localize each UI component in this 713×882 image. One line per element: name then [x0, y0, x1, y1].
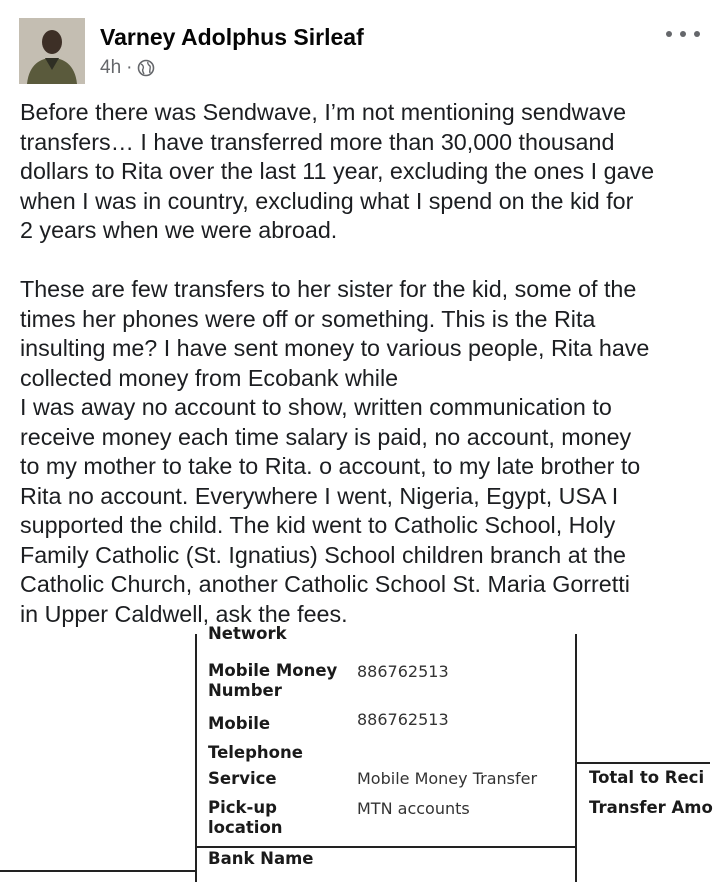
receipt-label-line: Pick-up — [208, 798, 277, 817]
menu-dot — [680, 31, 686, 37]
post-paragraph — [20, 275, 706, 629]
table-border — [575, 634, 577, 882]
receipt-right-label: Transfer Amo — [589, 798, 713, 817]
avatar-photo — [19, 18, 85, 84]
table-border — [195, 846, 577, 848]
post-line: Rita no account. Everywhere I went, Nigeria, Egypt, USA I — [20, 482, 619, 509]
post-line: transfers… I have transferred more than 30,000 thousand — [20, 128, 615, 155]
post-line: 2 years when we were abroad. — [20, 217, 338, 243]
post-line: receive money each time salary is paid, no account, money — [20, 423, 632, 450]
meta-separator: · — [126, 57, 133, 78]
post-line: I was away no account to show, written communication to — [20, 394, 612, 420]
post-meta — [100, 57, 155, 79]
post-header — [0, 0, 710, 92]
receipt-value: 886762513 — [357, 662, 449, 681]
receipt-label-line: location — [208, 818, 283, 837]
receipt-label — [208, 709, 303, 767]
receipt-label-line: Mobile — [208, 714, 271, 733]
receipt-right-label: Total to Reci — [589, 768, 705, 787]
post-line: Catholic Church, another Catholic School St. Maria Gorretti — [20, 571, 630, 597]
receipt-label — [208, 798, 283, 838]
menu-dot — [694, 31, 700, 37]
post-line: Family Catholic (St. Ignatius) School children branch at the — [20, 541, 627, 568]
post-paragraph — [20, 98, 706, 246]
receipt-label-line: Mobile Money — [208, 661, 338, 680]
post-line: collected money from Ecobank while — [20, 364, 399, 391]
post-line: to my mother to take to Rita. o account, to my late brother to — [20, 453, 641, 479]
post-line: in Upper Caldwell, ask the fees. — [20, 600, 348, 627]
post-line: supported the child. The kid went to Catholic School, Holy — [20, 512, 616, 538]
post-text — [20, 98, 706, 629]
post-line: dollars to Rita over the last 11 year, excluding the ones I gave — [20, 158, 655, 184]
receipt-label — [208, 769, 277, 789]
globe-icon[interactable] — [137, 59, 155, 77]
receipt-value: 886762513 — [357, 710, 449, 729]
receipt-label-line: Number — [208, 681, 282, 700]
table-border — [0, 870, 197, 872]
table-border — [575, 762, 710, 764]
receipt-value: MTN accounts — [357, 799, 470, 818]
menu-dot — [666, 31, 672, 37]
receipt-label-line: Bank Name — [208, 849, 314, 868]
post-line: These are few transfers to her sister for the kid, some of the — [20, 276, 637, 302]
post-line: Before there was Sendwave, I’m not mentioning sendwave — [20, 99, 627, 125]
post-timestamp[interactable]: 4h — [100, 57, 122, 78]
receipt-cut-label: Network — [208, 624, 287, 643]
avatar[interactable] — [19, 18, 85, 84]
author-name[interactable]: Varney Adolphus Sirleaf — [100, 24, 364, 50]
receipt-label-line: Telephone — [208, 743, 303, 762]
receipt-label — [208, 661, 337, 701]
post-line: insulting me? I have sent money to various people, Rita have — [20, 335, 650, 361]
receipt-image[interactable] — [0, 624, 713, 882]
more-options-icon[interactable] — [666, 24, 700, 44]
table-border — [195, 634, 197, 882]
receipt-label-line: Service — [208, 769, 277, 788]
receipt-label — [208, 849, 314, 869]
post-line: times her phones were off or something. This is the Rita — [20, 305, 596, 332]
post-line: when I was in country, excluding what I spend on the kid for — [20, 187, 634, 214]
receipt-value: Mobile Money Transfer — [357, 769, 538, 788]
